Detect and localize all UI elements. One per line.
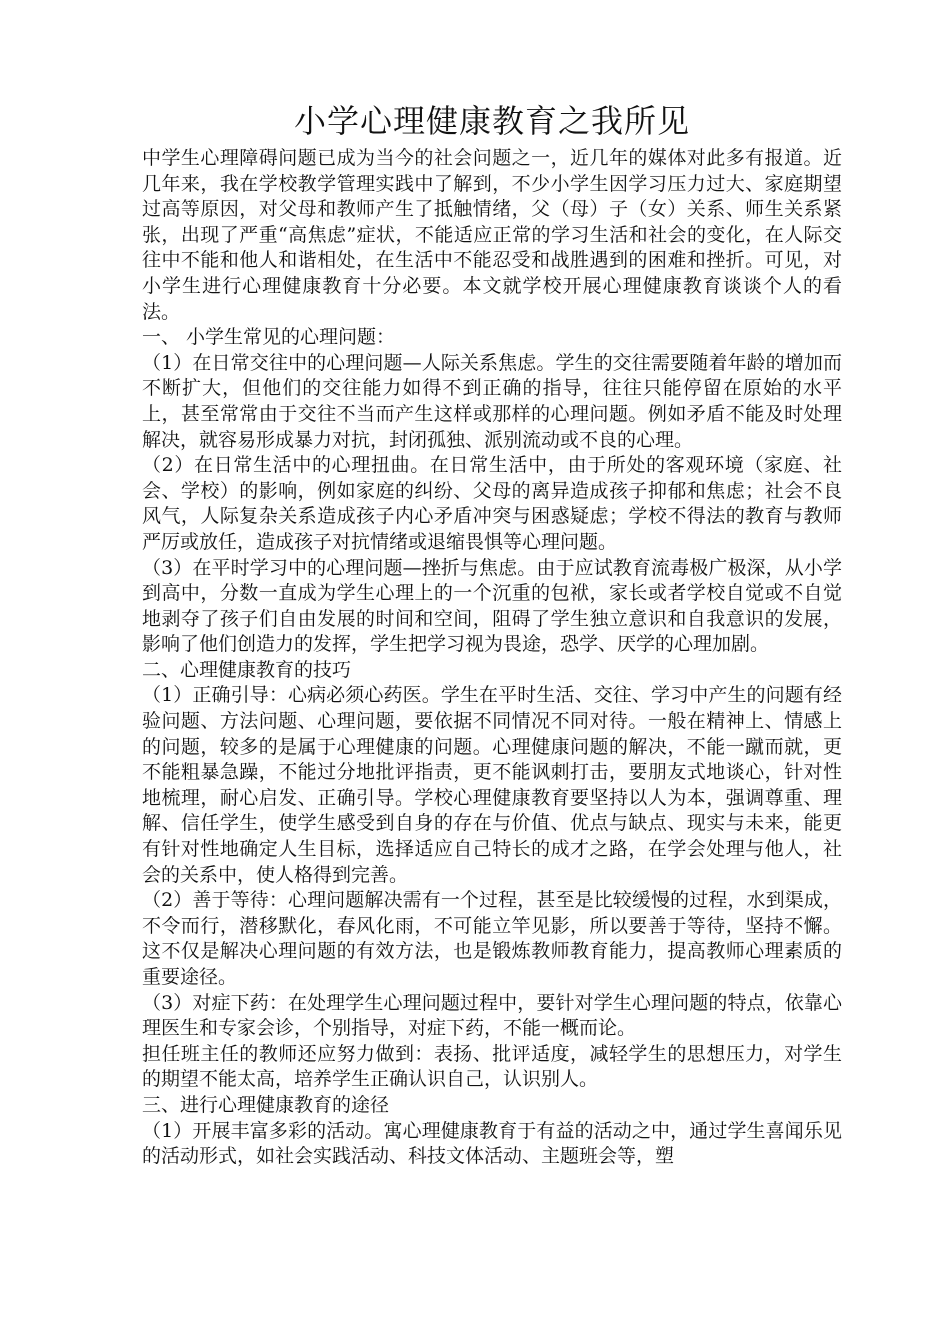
body-paragraph: （1）开展丰富多彩的活动。寓心理健康教育于有益的活动之中，通过学生喜闻乐见的活动形式，如社会实践活动、科技文体活动、主题班会等，塑 <box>142 1119 842 1168</box>
body-paragraph: （2）善于等待：心理问题解决需有一个过程，甚至是比较缓慢的过程，水到渠成，不令而行，潜移默化，春风化雨，不可能立竿见影，所以要善于等待，坚持不懈。这不仅是解决心理问题的有效方法，也是锻炼教师教育能力，提高教师心理素质的重要途径。 <box>142 889 842 988</box>
section-heading-1: 一、 小学生常见的心理问题： <box>142 326 396 349</box>
section-heading-3: 三、进行心理健康教育的途径 <box>142 1093 390 1116</box>
body-paragraph: （1）在日常交往中的心理问题—人际关系焦虑。学生的交往需要随着年龄的增加而不断扩大，但他们的交往能力如得不到正确的指导，往往只能停留在原始的水平上，甚至常常由于交往不当而产生这样或那样的心理问题。例如矛盾不能及时处理解决，就容易形成暴力对抗，封闭孤独、派别流动或不良的心理。 <box>142 351 842 451</box>
body-paragraph: （2）在日常生活中的心理扭曲。在日常生活中，由于所处的客观环境（家庭、社会、学校）的影响，例如家庭的纠纷、父母的离异造成孩子抑郁和焦虑；社会不良风气，人际复杂关系造成孩子内心矛盾冲突与困惑疑虑；学校不得法的教育与教师严厉或放任，造成孩子对抗情绪或退缩畏惧等心理问题。 <box>142 454 842 553</box>
document-title: 小学心理健康教育之我所见 <box>293 102 690 140</box>
body-paragraph: （3）对症下药：在处理学生心理问题过程中，要针对学生心理问题的特点，依靠心理医生和专家会诊，个别指导，对症下药，不能一概而论。 <box>142 991 842 1040</box>
intro-paragraph: 中学生心理障碍问题已成为当今的社会问题之一，近几年的媒体对此多有报道。近几年来，我在学校教学管理实践中了解到，不少小学生因学习压力过大、家庭期望过高等原因，对父母和教师产生了抵触情绪，父（母）子（女）关系、师生关系紧张，出现了严重“高焦虑”症状，不能适应正常的学习生活和社会的变化，在人际交往中不能和他人和谐相处，在生活中不能忍受和战胜遇到的困难和挫折。可见，对小学生进行心理健康教育十分必要。本文就学校开展心理健康教育谈谈个人的看法。 <box>142 147 842 323</box>
body-paragraph: （3）在平时学习中的心理问题—挫折与焦虑。由于应试教育流毒极广极深，从小学到高中，分数一直成为学生心理上的一个沉重的包袱，家长或者学校自觉或不自觉地剥夺了孩子们自由发展的时间和空间，阻碍了学生独立意识和自我意识的发展，影响了他们创造力的发挥，学生把学习视为畏途，恐学、厌学的心理加剧。 <box>142 556 842 656</box>
document-page <box>142 98 842 1170</box>
body-paragraph: （1）正确引导：心病必须心药医。学生在平时生活、交往、学习中产生的问题有经验问题、方法问题、心理问题，要依据不同情况不同对待。一般在精神上、情感上的问题，较多的是属于心理健康的问题。心理健康问题的解决，不能一蹴而就，更不能粗暴急躁，不能过分地批评指责，更不能讽刺打击，要朋友式地谈心，针对性地梳理，耐心启发、正确引导。学校心理健康教育要坚持以人为本，强调尊重、理解、信任学生，使学生感受到自身的存在与价值、优点与缺点、现实与未来，能更有针对性地确定人生目标，选择适应自己特长的成才之路，在学会处理与他人，社会的关系中，使人格得到完善。 <box>142 684 842 886</box>
section-heading-2: 二、心理健康教育的技巧 <box>142 658 352 681</box>
body-paragraph: 担任班主任的教师还应努力做到：表扬、批评适度，减轻学生的思想压力，对学生的期望不能太高，培养学生正确认识自己，认识别人。 <box>142 1042 842 1091</box>
